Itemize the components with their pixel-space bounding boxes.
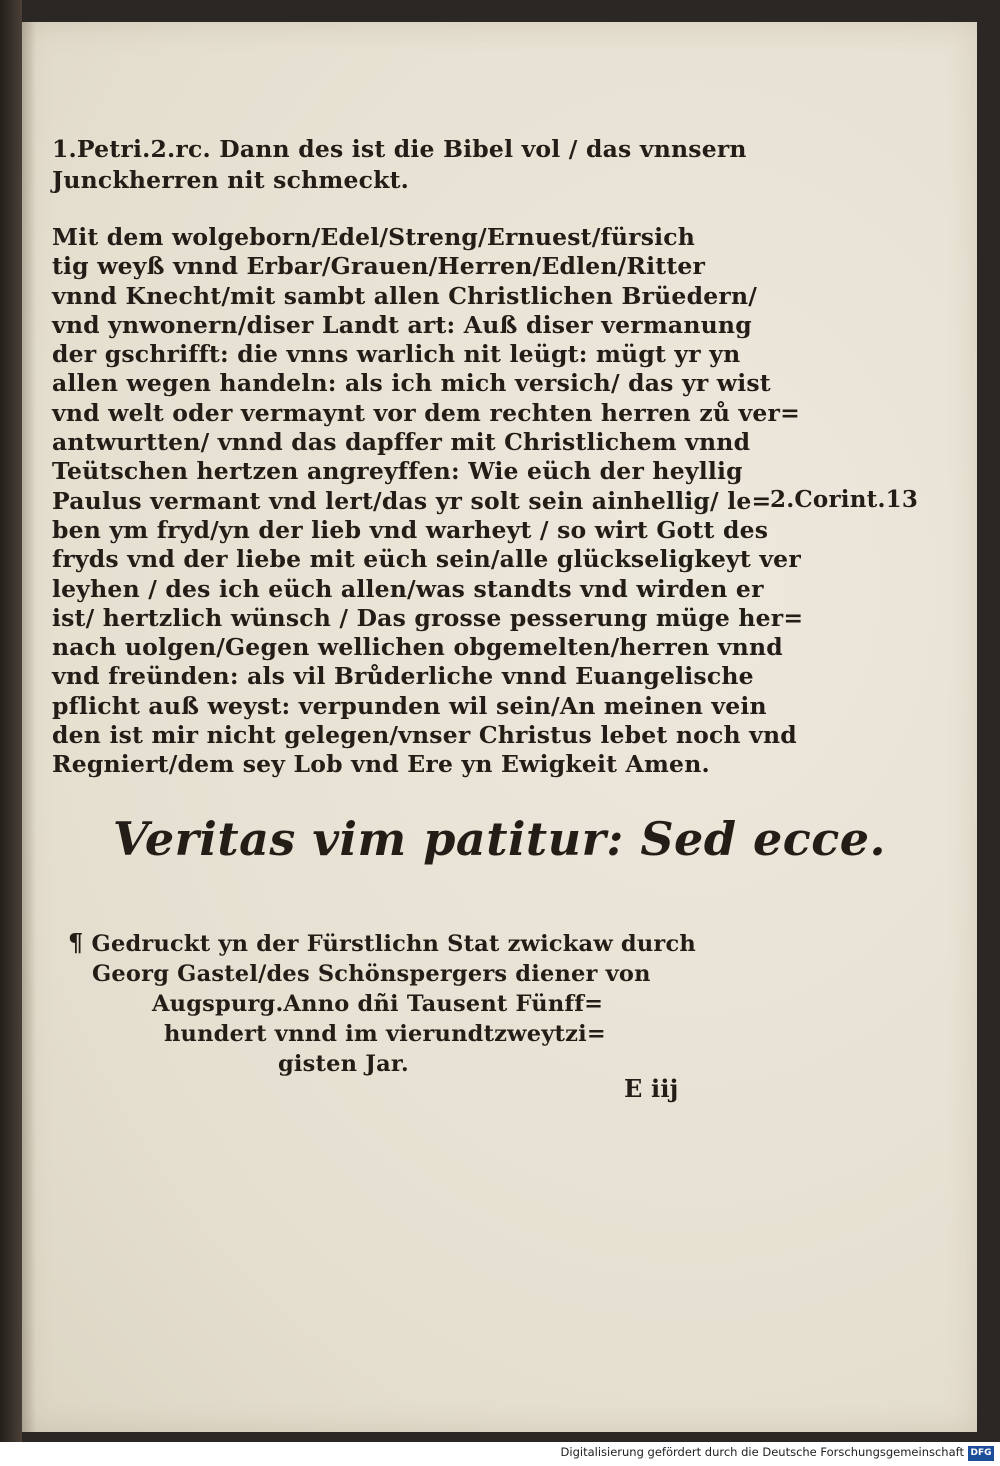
motto-heading: Veritas vim patitur: Sed ecce.	[112, 812, 887, 866]
text-line: 1.Petri.2.rc. Dann des ist die Bibel vol / das vnnsern	[52, 135, 747, 163]
text-line: der gschrifft: die vnns warlich nit leügt: mügt yr yn	[52, 340, 741, 369]
colophon-line: hundert vnnd im vierundtzweytzi=	[164, 1021, 606, 1047]
text-line: Mit dem wolgeborn/Edel/Streng/Ernuest/fürsich	[52, 223, 696, 251]
text-line: ist/ hertzlich wünsch / Das grosse pesserung müge her=	[52, 603, 804, 632]
colophon-line: Georg Gastel/des Schönspergers diener von	[92, 961, 651, 987]
text-line: Paulus vermant vnd lert/das yr solt sein ainhellig/ le=	[52, 486, 772, 515]
text-line: ben ym fryd/yn der lieb vnd warheyt / so wirt Gott des	[52, 515, 769, 544]
text-line: vnnd Knecht/mit sambt allen Christlichen Brüedern/	[52, 281, 758, 310]
margin-note: 2.Corint.13	[770, 486, 919, 513]
colophon-line-text: Gedruckt yn der Fürstlichn Stat zwickaw durch	[91, 931, 696, 957]
text-line: tig weyß vnnd Erbar/Grauen/Herren/Edlen/Ritter	[52, 252, 706, 281]
digitization-footer	[0, 1442, 1000, 1466]
dfg-logo: DFG	[968, 1446, 994, 1461]
text-line: vnd freünden: als vil Brůderliche vnnd Euangelische	[52, 662, 754, 691]
page-leaf	[22, 22, 977, 1432]
text-line: allen wegen handeln: als ich mich versich/ das yr wist	[52, 369, 771, 398]
text-line: antwurtten/ vnnd das dapffer mit Christlichem vnnd	[52, 428, 751, 457]
colophon	[68, 928, 696, 1079]
text-line: leyhen / des ich eüch allen/was standts vnd wirden er	[52, 574, 764, 603]
colophon-line: gisten Jar.	[278, 1051, 409, 1077]
colophon-line	[68, 928, 696, 959]
book-spine-edge	[0, 0, 22, 1442]
page-gutter-shadow	[22, 22, 36, 1432]
text-line: Junckherren nit schmeckt.	[52, 166, 410, 194]
colophon-line: Augspurg.Anno dñi Tausent Fünff=	[152, 991, 604, 1017]
main-paragraph	[52, 223, 803, 780]
signature-mark: E iij	[624, 1074, 679, 1103]
text-line: vnd ynwonern/diser Landt art: Auß diser vermanung	[52, 310, 752, 339]
text-line: fryds vnd der liebe mit eüch sein/alle glückseligkeyt ver	[52, 545, 801, 574]
text-line: Teütschen hertzen angreyffen: Wie eüch der heyllig	[52, 457, 743, 486]
funding-credit: Digitalisierung gefördert durch die Deutsche Forschungsgemeinschaft	[560, 1445, 964, 1459]
intro-paragraph	[52, 134, 747, 196]
pilcrow-mark: ¶	[68, 928, 84, 957]
text-line: den ist mir nicht gelegen/vnser Christus lebet noch vnd	[52, 721, 797, 750]
text-line: Regniert/dem sey Lob vnd Ere yn Ewigkeit Amen.	[52, 750, 710, 779]
text-line: nach uolgen/Gegen wellichen obgemelten/herren vnnd	[52, 633, 783, 662]
text-line: pflicht auß weyst: verpunden wil sein/An meinen vein	[52, 691, 767, 720]
text-line: vnd welt oder vermaynt vor dem rechten herren zů ver=	[52, 398, 801, 427]
